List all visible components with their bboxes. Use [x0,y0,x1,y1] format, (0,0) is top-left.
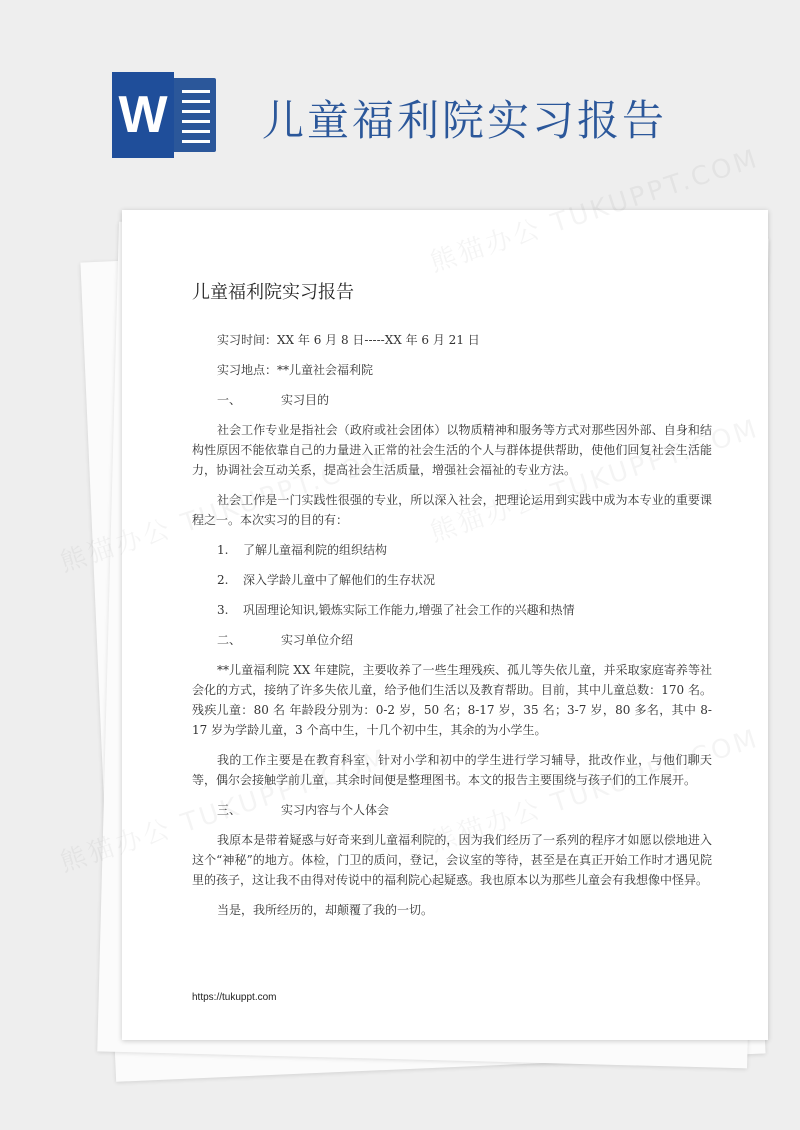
section-heading [192,390,712,410]
list-text: 深入学龄儿童中了解他们的生存状况 [243,573,436,587]
list-item [192,570,712,590]
paragraph: 社会工作是一门实践性很强的专业，所以深入社会，把理论运用到实践中成为本专业的重要课程之一。本次实习的目的有： [192,493,712,527]
list-item [192,600,712,620]
paragraph: 社会工作专业是指社会（政府或社会团体）以物质精神和服务等方式对那些因外部、自身和结构性原因不能依靠自己的力量进入正常的社会生活的个人与群体提供帮助，使他们回复社会生活能力，协调社会互动关系，提高社会生活质量，增强社会福祉的专业方法。 [192,423,712,477]
paragraph: 我的工作主要是在教育科室，针对小学和初中的学生进行学习辅导，批改作业，与他们聊天等，偶尔会接触学前儿童，其余时间便是整理图书。本文的报告主要围绕与孩子们的工作展开。 [192,753,712,787]
section-number: 一、 [217,393,242,407]
list-text: 了解儿童福利院的组织结构 [243,543,388,557]
footer-url: https://tukuppt.com [192,992,277,1003]
document-body [192,278,712,930]
paragraph: **儿童福利院 XX 年建院，主要收养了一些生理残疾、孤儿等失依儿童，并采取家庭寄养等社会化的方式，接纳了许多失依儿童，给予他们生活以及教育帮助。目前，其中儿童总数：170 名。残疾儿童：80 名 年龄段分别为：0-2 岁，50 名；8-17 岁，35 名；3-7 岁，80 多名，其中 8-17 岁为学龄儿童，3 个高中生，十几个初中生，其余的为小学生。 [192,663,712,737]
list-number: 1. [217,543,229,557]
document-title: 儿童福利院实习报告 [192,282,354,303]
section-number: 三、 [217,803,242,817]
section-number: 二、 [217,633,242,647]
section-label: 实习单位介绍 [281,633,354,647]
paragraph: 当是，我所经历的，却颠覆了我的一切。 [217,903,434,917]
section-label: 实习内容与个人体会 [281,803,390,817]
list-number: 3. [217,603,229,617]
word-document-icon [112,72,218,158]
word-letter-icon: W [112,72,174,158]
internship-time: 实习时间：XX 年 6 月 8 日-----XX 年 6 月 21 日 [217,333,480,347]
section-heading [192,630,712,650]
section-label: 实习目的 [281,393,330,407]
section-heading [192,800,712,820]
internship-location: 实习地点：**儿童社会福利院 [217,363,374,377]
list-number: 2. [217,573,229,587]
document-page [122,210,768,1040]
list-item [192,540,712,560]
list-text: 巩固理论知识,锻炼实际工作能力,增强了社会工作的兴趣和热情 [243,603,575,617]
paragraph: 我原本是带着疑惑与好奇来到儿童福利院的，因为我们经历了一系列的程序才如愿以偿地进入这个“神秘”的地方。体检，门卫的质问，登记，会议室的等待，甚至是在真正开始工作时才遇见院里的孩子，这让我不由得对传说中的福利院心起疑惑。我也原本以为那些儿童会有我想像中怪异。 [192,833,712,887]
banner-title: 儿童福利院实习报告 [262,96,668,145]
